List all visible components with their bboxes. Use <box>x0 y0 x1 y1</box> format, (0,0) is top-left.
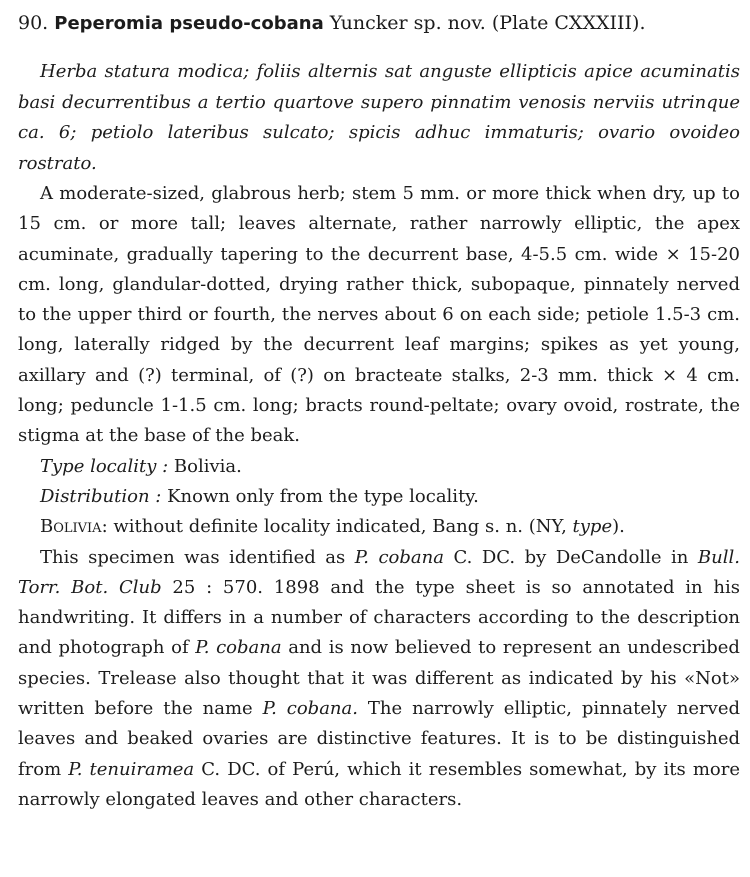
discussion-text-3: 25 : 570. 1898 and the type sheet is so annotated in his handwriting. It differs in a number of characters according to the description and photograph of <box>18 576 740 659</box>
latin-diagnosis: Herba statura modica; foliis alternis sat anguste ellipticis apice acuminatis basi decurrentibus a tertio quartove supero pinnatim venosis nerviis utrinque ca. 6; petiolo lateribus sulcato; spicis adhuc immaturis; ovario ovoideo rostrato. <box>18 61 740 174</box>
species-heading <box>18 8 740 39</box>
type-locality-line <box>18 452 740 482</box>
species-name: Peperomia pseudo-cobana <box>54 13 324 34</box>
taxon-name-4: P. tenuiramea <box>68 758 195 780</box>
discussion-text-4: and is now believed to represent an undescribed species. Trelease also thought that it was different as indicated by his «Not» written before the name <box>18 637 740 720</box>
specimen-type-word: type <box>572 516 613 538</box>
specimen-text-end: ). <box>612 516 625 538</box>
discussion-text-6: C. DC. of Perú, which it resembles somewhat, by its more narrowly elongated leaves and other characters. <box>18 758 740 810</box>
document-page <box>18 8 740 815</box>
discussion-text-2: C. DC. by DeCandolle in <box>453 546 689 568</box>
specimen-country: Bolivia: <box>40 516 108 538</box>
species-authority: Yuncker sp. nov. (Plate CXXXIII). <box>329 12 646 34</box>
specimen-text: without definite locality indicated, Bang s. n. (NY, <box>113 516 567 538</box>
description-paragraph: A moderate-sized, glabrous herb; stem 5 mm. or more thick when dry, up to 15 cm. or more tall; leaves alternate, rather narrowly elliptic, the apex acuminate, gradually tapering to the decurrent base, 4-5.5 cm. wide × 15-20 cm. long, glandular-dotted, drying rather thick, subopaque, pinnately nerved to the upper third or fourth, the nerves about 6 on each side; petiole 1.5-3 cm. long, laterally ridged by the decurrent leaf margins; spikes as yet young, axillary and (?) terminal, of (?) on bracteate stalks, 2-3 mm. thick × 4 cm. long; peduncle 1-1.5 cm. long; bracts round-peltate; ovary ovoid, rostrate, the stigma at the base of the beak. <box>18 183 740 447</box>
discussion-paragraph <box>18 543 740 816</box>
journal-title: Bull. Torr. Bot. Club <box>18 546 740 598</box>
type-locality-value: Bolivia. <box>173 455 242 477</box>
taxon-name-2: P. cobana <box>195 637 282 659</box>
specimen-line <box>18 512 740 542</box>
distribution-line <box>18 482 740 512</box>
discussion-text-1: This specimen was identified as <box>40 546 346 568</box>
distribution-label: Distribution : <box>40 485 162 507</box>
species-number: 90. <box>18 12 49 34</box>
distribution-value: Known only from the type locality. <box>167 485 479 507</box>
type-locality-label: Type locality : <box>40 455 169 477</box>
discussion-text-5: The narrowly elliptic, pinnately nerved leaves and beaked ovaries are distinctive features. It is to be distinguished from <box>18 698 741 780</box>
taxon-name-3: P. cobana. <box>262 698 358 720</box>
taxon-name-1: P. cobana <box>354 546 444 568</box>
